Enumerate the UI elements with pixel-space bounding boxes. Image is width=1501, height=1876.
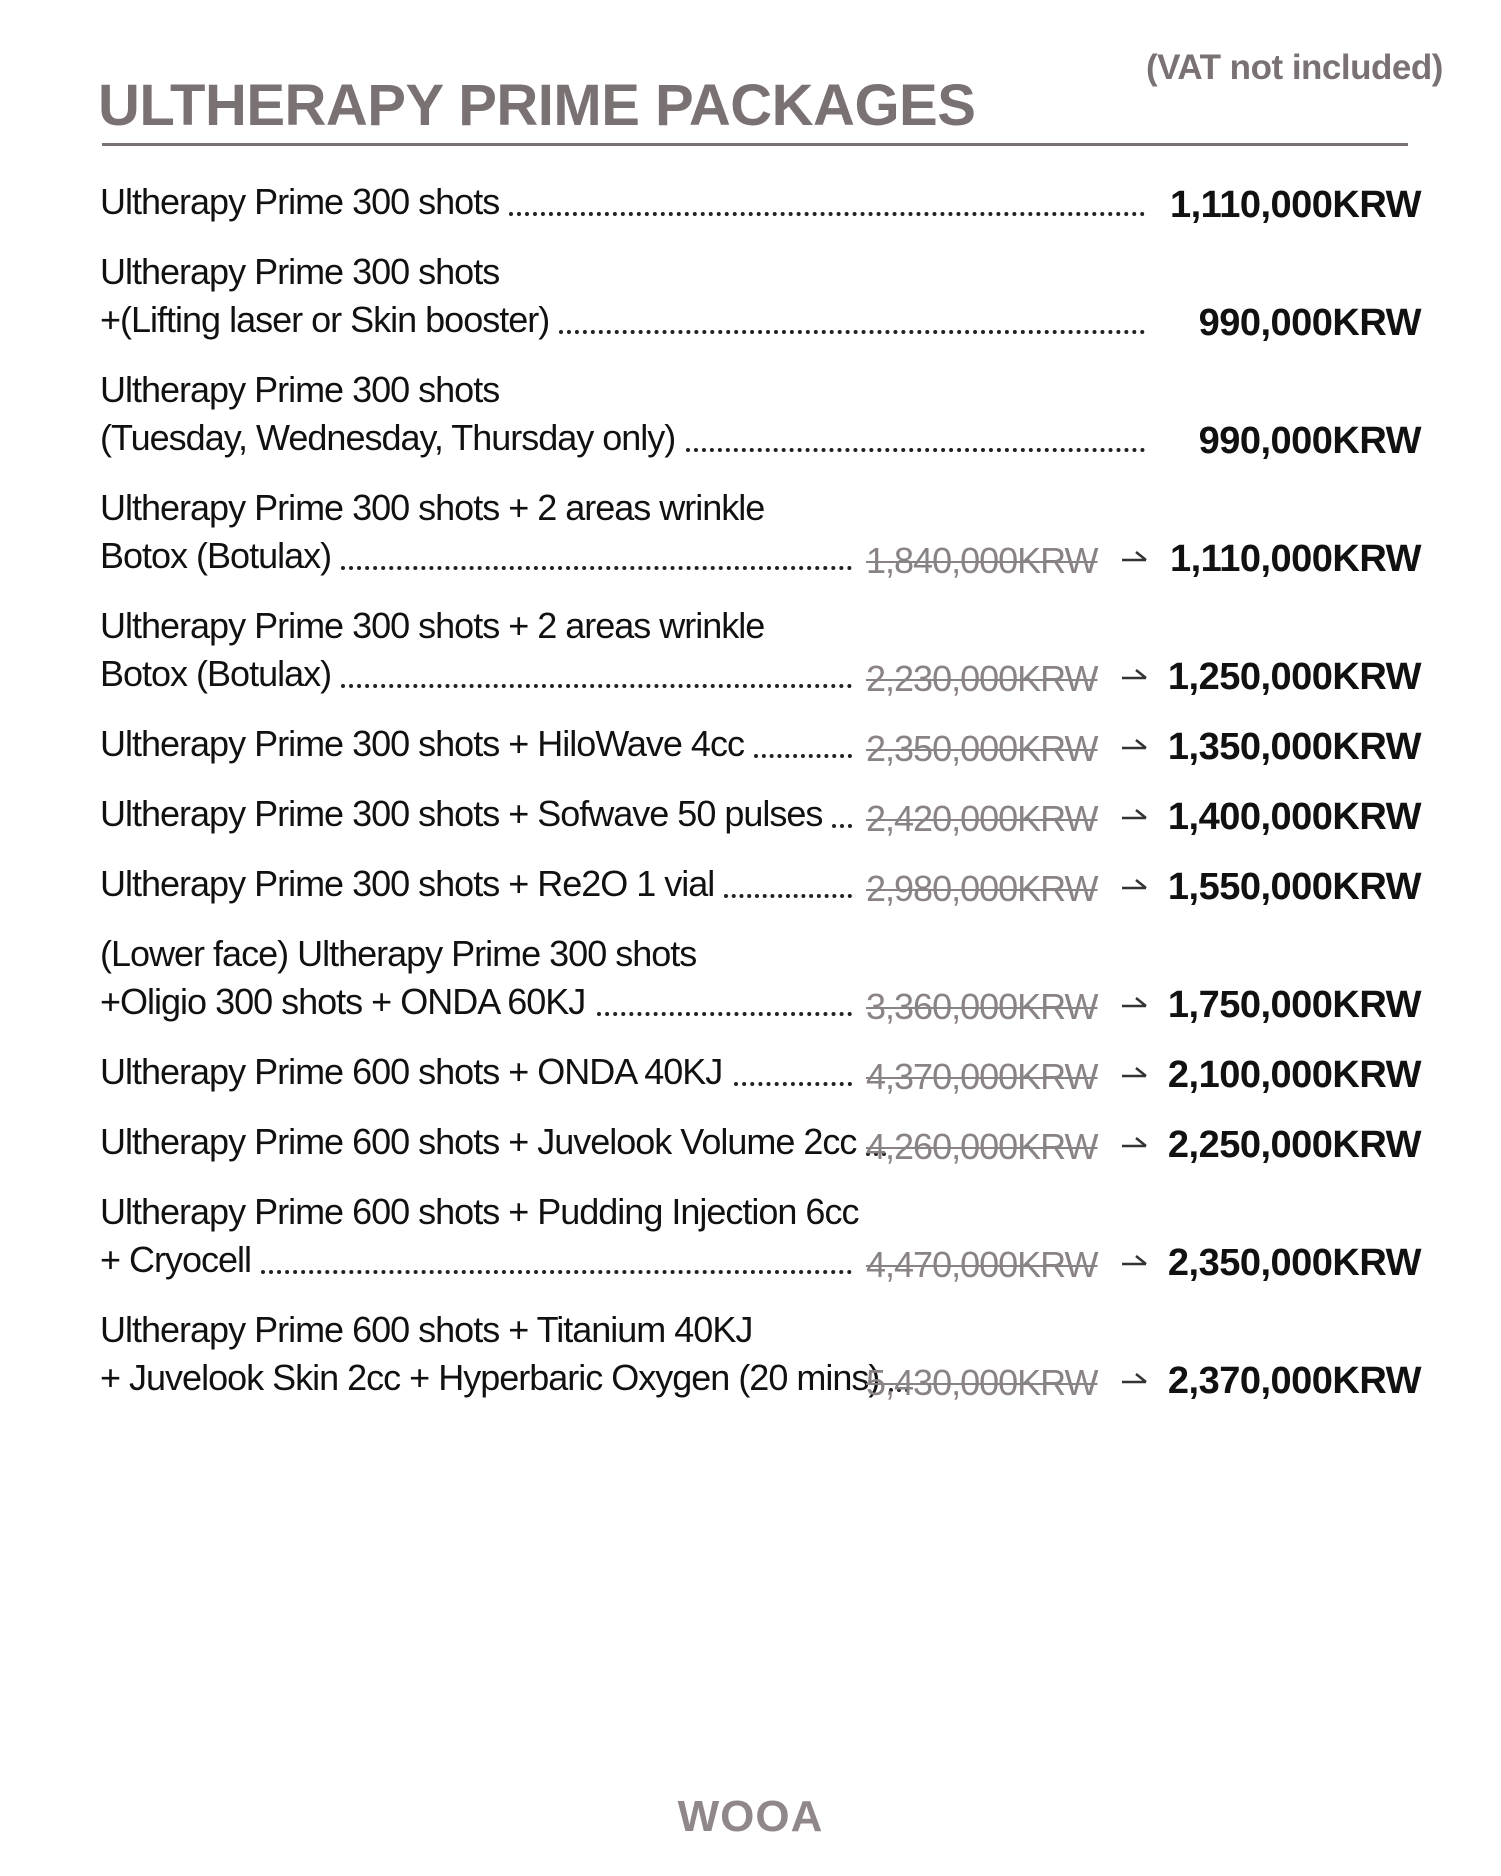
package-description-line: Ultherapy Prime 600 shots + Juvelook Volume 2cc (100, 1121, 857, 1162)
package-row (0, 366, 1501, 484)
package-description (100, 720, 744, 768)
package-description (100, 366, 675, 462)
package-description-line: +(Lifting laser or Skin booster) (100, 299, 550, 340)
title-divider (102, 143, 1408, 146)
arrow-right-icon (1122, 808, 1148, 828)
package-list (0, 178, 1501, 1424)
original-price: 2,980,000KRW (866, 868, 1098, 909)
package-row (0, 602, 1501, 720)
package-price: 1,110,000KRW (1169, 184, 1421, 226)
package-description-line: + Cryocell (100, 1239, 252, 1280)
package-description (100, 790, 822, 838)
leader-dots (261, 1270, 852, 1274)
package-price: 1,750,000KRW (1167, 984, 1421, 1026)
leader-dots (341, 684, 852, 688)
leader-dots (597, 1012, 852, 1016)
package-description (100, 248, 549, 344)
original-price: 2,420,000KRW (866, 798, 1098, 839)
package-description (100, 1306, 879, 1402)
original-price: 4,260,000KRW (866, 1126, 1098, 1167)
package-price: 990,000KRW (1198, 302, 1421, 344)
package-row (0, 1188, 1501, 1306)
leader-dots (509, 212, 1145, 216)
package-description-line: Ultherapy Prime 300 shots + Re2O 1 vial (100, 863, 715, 904)
arrow-right-icon (1122, 1066, 1148, 1086)
package-description-line: + Juvelook Skin 2cc + Hyperbaric Oxygen (20 mins) (100, 1357, 880, 1398)
package-description-line: Ultherapy Prime 300 shots + HiloWave 4cc (100, 723, 744, 764)
arrow-right-icon (1122, 1254, 1148, 1274)
package-price: 2,100,000KRW (1167, 1054, 1421, 1096)
package-description-line: Ultherapy Prime 300 shots (100, 181, 500, 222)
leader-dots (754, 754, 852, 758)
package-description (100, 178, 499, 226)
package-description-line: Ultherapy Prime 300 shots (100, 369, 500, 410)
leader-dots (686, 448, 1145, 452)
package-description-line: (Tuesday, Wednesday, Thursday only) (100, 417, 676, 458)
package-description-line: Ultherapy Prime 600 shots + Pudding Injection 6cc (100, 1191, 859, 1232)
arrow-right-icon (1122, 1372, 1148, 1392)
package-description-line: Ultherapy Prime 300 shots (100, 251, 500, 292)
brand-logo: WOOA (677, 1792, 824, 1841)
package-row (0, 248, 1501, 366)
package-description-line: Ultherapy Prime 300 shots + 2 areas wrinkle (100, 605, 765, 646)
leader-dots (724, 894, 852, 898)
package-row (0, 178, 1501, 248)
package-row (0, 1048, 1501, 1118)
arrow-right-icon (1122, 738, 1148, 758)
leader-dots (734, 1082, 852, 1086)
vat-note: (VAT not included) (1146, 48, 1443, 87)
package-description-line: Ultherapy Prime 600 shots + Titanium 40KJ (100, 1309, 753, 1350)
package-description-line: (Lower face) Ultherapy Prime 300 shots (100, 933, 697, 974)
package-description-line: Botox (Botulax) (100, 535, 332, 576)
package-description (100, 860, 714, 908)
package-price: 1,250,000KRW (1167, 656, 1421, 698)
package-description-line: Botox (Botulax) (100, 653, 332, 694)
original-price: 2,350,000KRW (866, 728, 1098, 769)
package-row (0, 720, 1501, 790)
package-price: 1,550,000KRW (1167, 866, 1421, 908)
package-description (100, 1048, 722, 1096)
original-price: 3,360,000KRW (866, 986, 1098, 1027)
original-price: 4,370,000KRW (866, 1056, 1098, 1097)
package-row (0, 484, 1501, 602)
original-price: 2,230,000KRW (866, 658, 1098, 699)
package-price: 1,400,000KRW (1167, 796, 1421, 838)
package-description-line: Ultherapy Prime 600 shots + ONDA 40KJ (100, 1051, 723, 1092)
original-price: 4,470,000KRW (866, 1244, 1098, 1285)
package-price: 2,370,000KRW (1167, 1360, 1421, 1402)
arrow-right-icon (1122, 550, 1148, 570)
leader-dots (559, 330, 1145, 334)
arrow-right-icon (1122, 996, 1148, 1016)
package-row (0, 930, 1501, 1048)
package-price: 990,000KRW (1198, 420, 1421, 462)
leader-dots (341, 566, 852, 570)
package-description (100, 1118, 856, 1166)
page-title: ULTHERAPY PRIME PACKAGES (98, 73, 976, 138)
arrow-right-icon (1122, 878, 1148, 898)
package-row (0, 860, 1501, 930)
arrow-right-icon (1122, 1136, 1148, 1156)
package-description-line: +Oligio 300 shots + ONDA 60KJ (100, 981, 586, 1022)
package-description-line: Ultherapy Prime 300 shots + 2 areas wrinkle (100, 487, 765, 528)
package-price: 1,350,000KRW (1167, 726, 1421, 768)
package-price: 2,350,000KRW (1167, 1242, 1421, 1284)
package-row (0, 1118, 1501, 1188)
package-price: 2,250,000KRW (1167, 1124, 1421, 1166)
arrow-right-icon (1122, 668, 1148, 688)
package-price: 1,110,000KRW (1169, 538, 1421, 580)
original-price: 5,430,000KRW (866, 1362, 1098, 1403)
original-price: 1,840,000KRW (866, 540, 1098, 581)
package-description-line: Ultherapy Prime 300 shots + Sofwave 50 pulses (100, 793, 823, 834)
package-row (0, 1306, 1501, 1424)
package-row (0, 790, 1501, 860)
leader-dots (832, 824, 852, 828)
